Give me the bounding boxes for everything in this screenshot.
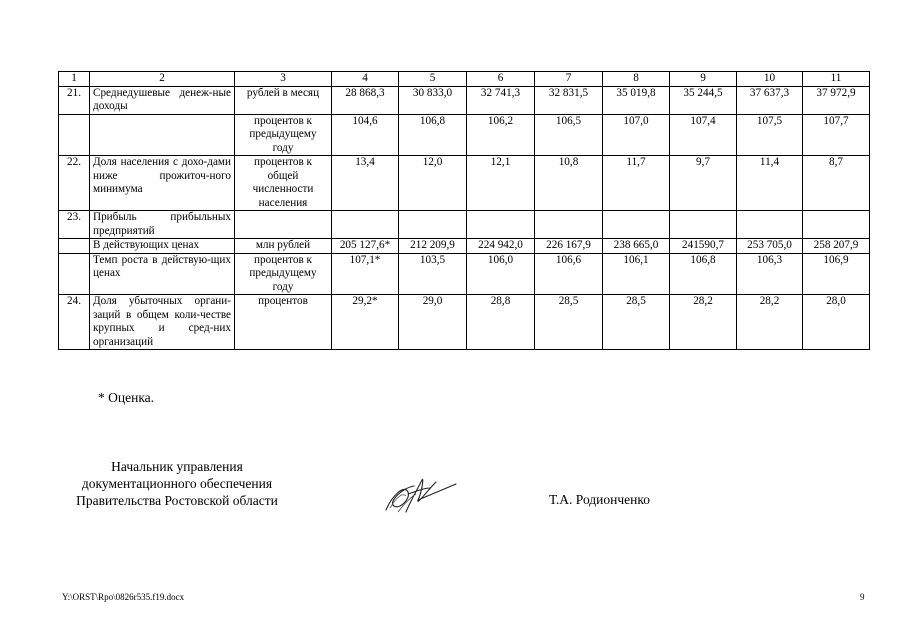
value-cell: 212 209,9 (399, 239, 467, 254)
column-number: 1 (59, 72, 90, 87)
unit-cell: процентов к предыдущему году (235, 253, 332, 295)
indicator-cell: В действующих ценах (90, 239, 235, 254)
value-cell: 10,8 (535, 156, 603, 211)
value-cell: 32 741,3 (467, 86, 535, 114)
value-cell: 35 244,5 (670, 86, 737, 114)
value-cell: 241590,7 (670, 239, 737, 254)
unit-cell: рублей в месяц (235, 86, 332, 114)
value-cell: 13,4 (332, 156, 399, 211)
value-cell: 12,1 (467, 156, 535, 211)
value-cell: 28,5 (535, 295, 603, 350)
value-cell: 28,8 (467, 295, 535, 350)
column-number: 9 (670, 72, 737, 87)
column-number: 5 (399, 72, 467, 87)
indicators-table (58, 71, 870, 350)
unit-cell (235, 211, 332, 239)
value-cell: 28,5 (603, 295, 670, 350)
value-cell: 107,1* (332, 253, 399, 295)
value-cell: 28,2 (670, 295, 737, 350)
table-row (59, 295, 870, 350)
value-cell: 28 868,3 (332, 86, 399, 114)
row-number-cell: 23. (59, 211, 90, 239)
value-cell: 253 705,0 (737, 239, 803, 254)
value-cell: 106,1 (603, 253, 670, 295)
value-cell: 28,2 (737, 295, 803, 350)
table-header-row (59, 72, 870, 87)
value-cell (535, 211, 603, 239)
table-row (59, 86, 870, 114)
column-number: 6 (467, 72, 535, 87)
value-cell: 12,0 (399, 156, 467, 211)
unit-cell: процентов к предыдущему году (235, 114, 332, 156)
column-number: 8 (603, 72, 670, 87)
value-cell: 107,5 (737, 114, 803, 156)
row-number-cell (59, 114, 90, 156)
value-cell (399, 211, 467, 239)
value-cell: 11,4 (737, 156, 803, 211)
row-number-cell (59, 239, 90, 254)
file-path: Y:\ORST\Rpo\0826r535.f19.docx (62, 592, 185, 602)
value-cell: 30 833,0 (399, 86, 467, 114)
indicator-cell: Среднедушевые денеж-ные доходы (90, 86, 235, 114)
table-row (59, 253, 870, 295)
row-number-cell: 22. (59, 156, 90, 211)
value-cell: 238 665,0 (603, 239, 670, 254)
unit-cell: процентов (235, 295, 332, 350)
value-cell (670, 211, 737, 239)
column-number: 11 (803, 72, 870, 87)
value-cell (803, 211, 870, 239)
value-cell: 106,9 (803, 253, 870, 295)
table-row (59, 114, 870, 156)
value-cell: 106,5 (535, 114, 603, 156)
row-number-cell: 21. (59, 86, 90, 114)
value-cell: 8,7 (803, 156, 870, 211)
value-cell: 104,6 (332, 114, 399, 156)
value-cell: 28,0 (803, 295, 870, 350)
indicator-cell: Доля убыточных органи-заций в общем коли-честве крупных и сред-них организаций (90, 295, 235, 350)
value-cell: 37 972,9 (803, 86, 870, 114)
value-cell: 106,2 (467, 114, 535, 156)
value-cell (467, 211, 535, 239)
indicator-cell: Темп роста в действую-щих ценах (90, 253, 235, 295)
unit-cell: млн рублей (235, 239, 332, 254)
value-cell: 106,8 (670, 253, 737, 295)
column-number: 2 (90, 72, 235, 87)
value-cell: 32 831,5 (535, 86, 603, 114)
table-row (59, 156, 870, 211)
value-cell: 103,5 (399, 253, 467, 295)
table-body (59, 72, 870, 350)
value-cell (603, 211, 670, 239)
value-cell: 11,7 (603, 156, 670, 211)
indicator-cell (90, 114, 235, 156)
value-cell: 29,2* (332, 295, 399, 350)
page-number: 9 (860, 592, 865, 602)
indicator-cell: Прибыль прибыльных предприятий (90, 211, 235, 239)
signatory-title-line: документационного обеспечения (81, 476, 273, 491)
row-number-cell (59, 253, 90, 295)
column-number: 3 (235, 72, 332, 87)
value-cell: 226 167,9 (535, 239, 603, 254)
value-cell: 107,4 (670, 114, 737, 156)
handwritten-signature (378, 466, 458, 522)
unit-cell: процентов к общей численности населения (235, 156, 332, 211)
value-cell: 107,0 (603, 114, 670, 156)
value-cell (737, 211, 803, 239)
row-number-cell: 24. (59, 295, 90, 350)
signatory-title (58, 458, 296, 509)
value-cell: 224 942,0 (467, 239, 535, 254)
signer-name: Т.А. Родионченко (549, 492, 650, 507)
value-cell: 106,0 (467, 253, 535, 295)
table-row (59, 211, 870, 239)
indicator-cell: Доля населения с дохо-дами ниже прожиточ-ного минимума (90, 156, 235, 211)
value-cell: 205 127,6* (332, 239, 399, 254)
value-cell (332, 211, 399, 239)
value-cell: 106,3 (737, 253, 803, 295)
value-cell: 9,7 (670, 156, 737, 211)
value-cell: 106,6 (535, 253, 603, 295)
table-row (59, 239, 870, 254)
column-number: 4 (332, 72, 399, 87)
signatory-title-line: Правительства Ростовской области (76, 493, 278, 508)
signatory-title-line: Начальник управления (111, 459, 243, 474)
value-cell: 35 019,8 (603, 86, 670, 114)
value-cell: 258 207,9 (803, 239, 870, 254)
value-cell: 37 637,3 (737, 86, 803, 114)
column-number: 10 (737, 72, 803, 87)
value-cell: 107,7 (803, 114, 870, 156)
value-cell: 29,0 (399, 295, 467, 350)
footnote: * Оценка. (98, 390, 155, 405)
value-cell: 106,8 (399, 114, 467, 156)
column-number: 7 (535, 72, 603, 87)
